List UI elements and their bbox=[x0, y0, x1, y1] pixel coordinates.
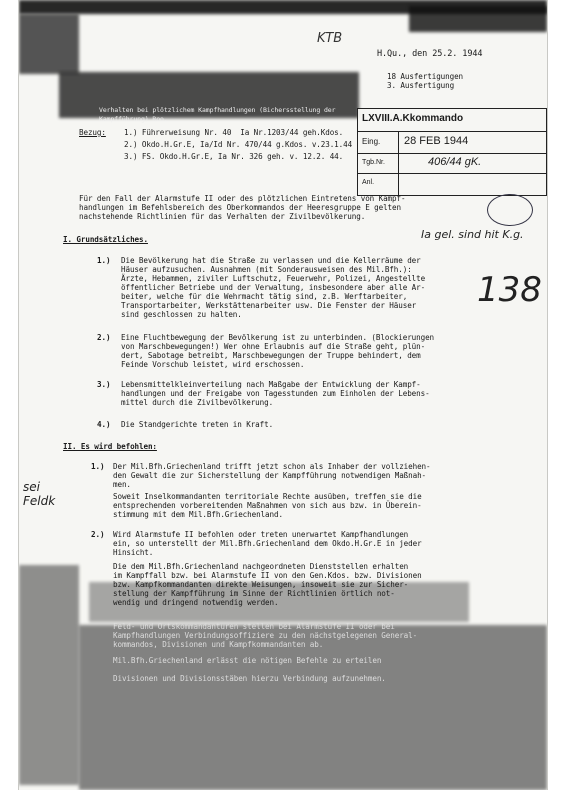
stamp-received-label: Eing. bbox=[362, 137, 381, 146]
section2-title: II. Es wird befohlen: bbox=[63, 442, 157, 451]
s2-item2-line: im Kampffall bzw. bei Alarmstufe II von den Gen.Kdos. bzw. Divisionen bbox=[113, 571, 422, 580]
s1-item1-line: Häuser aufzusuchen. Ausnahmen (mit Sonderausweisen des Mil.Bfh.): bbox=[121, 265, 412, 274]
s2-item3-line: Mil.Bfh.Griechenland erlässt die nötigen Befehle zu erteilen bbox=[113, 656, 382, 665]
s2-item3-line: Kampfhandlungen Verbindungsoffiziere zu den nächstgelegenen General- bbox=[113, 631, 418, 640]
s2-item1-line: entsprechenden vorbereitenden Maßnahmen von sich aus bzw. in Überein- bbox=[113, 501, 422, 510]
stamp-received-date: 28 FEB 1944 bbox=[404, 135, 469, 147]
document-page bbox=[18, 0, 548, 790]
s2-item1-num: 1.) bbox=[91, 462, 105, 471]
header-copies: 18 Ausfertigungen bbox=[387, 72, 464, 81]
s1-item3-line: Lebensmittelkleinverteilung nach Maßgabe der Entwicklung der Kampf- bbox=[121, 380, 421, 389]
s2-item2-line: ein, so unterstellt der Mil.Bfh.Griechenland dem Okdo.H.Gr.E in jeder bbox=[113, 539, 422, 548]
s2-item2-line: stellung der Kampfführung im Sinne der Richtlinien örtlich not- bbox=[113, 589, 395, 598]
s2-item2-line: Hinsicht. bbox=[113, 548, 154, 557]
s1-item2-num: 2.) bbox=[97, 333, 111, 342]
intro-line-2: handlungen im Befehlsbereich des Oberkommandos der Heeresgruppe E gelten bbox=[79, 203, 401, 212]
intro-line-1: Für den Fall der Alarmstufe II oder des plötzlichen Eintretens von Kampf- bbox=[79, 194, 406, 203]
s1-item1-line: sind geschlossen zu halten. bbox=[121, 310, 242, 319]
s2-item3-line: Divisionen und Divisionsstäben hierzu Verbindung aufzunehmen. bbox=[113, 674, 386, 683]
stamp-hand-mark: 138 bbox=[477, 270, 542, 310]
bezug-ref-3: 3.) FS. Okdo.H.Gr.E, Ia Nr. 326 geh. v. 12.2. 44. bbox=[124, 152, 344, 161]
section1-title: I. Grundsätzliches. bbox=[63, 235, 148, 244]
header-date: H.Qu., den 25.2. 1944 bbox=[377, 49, 483, 59]
bezug-ref-1: 1.) Führerweisung Nr. 40 Ia Nr.1203/44 geh.Kdos. bbox=[124, 128, 344, 137]
scan-smudge-top-right bbox=[409, 6, 547, 32]
receipt-stamp bbox=[357, 108, 547, 196]
stamp-anlage-label: Anl. bbox=[362, 179, 375, 186]
s2-item2-num: 2.) bbox=[91, 530, 105, 539]
bezug-ref-2: 2.) Okdo.H.Gr.E, Ia/Id Nr. 470/44 g.Kdos. v.23.1.44 bbox=[124, 140, 353, 149]
s1-item3-line: handlungen und der Freigabe von Tagesstunden zum Einholen der Lebens- bbox=[121, 389, 430, 398]
s1-item1-line: Ärzte, Hebammen, ziviler Luftschutz, Feuerwehr, Polizei, Angestellte bbox=[121, 274, 426, 283]
s2-item2-line: Wird Alarmstufe II befohlen oder treten unerwartet Kampfhandlungen bbox=[113, 530, 409, 539]
s1-item1-num: 1.) bbox=[97, 256, 111, 265]
s2-item1-line: den Gewalt die zur Sicherstellung der Kampfführung notwendigen Maßnah- bbox=[113, 471, 427, 480]
s1-item2-line: Feinde Vorschub leistet, wird erschossen. bbox=[121, 360, 305, 369]
subject-line: Verhalten bei plötzlichem Kampfhandlungen (Bichersstellung der Kampfführung) Roo. bbox=[99, 106, 336, 123]
scan-smudge-left bbox=[19, 14, 79, 74]
s1-item2-line: Eine Fluchtbewegung der Bevölkerung ist zu unterbinden. (Blockierungen bbox=[121, 333, 435, 342]
s1-item4-num: 4.) bbox=[97, 420, 111, 429]
s1-item1-line: Transportarbeiter, Werkstättenarbeiter usw. Die Fenster der Häuser bbox=[121, 301, 417, 310]
s1-item1-line: beiter, welche für die Wehrmacht tätig sind, z.B. Werftarbeiter, bbox=[121, 292, 408, 301]
header-copy-no: 3. Ausfertigung bbox=[387, 81, 455, 90]
s2-item2-line: wendig und dringend notwendig werden. bbox=[113, 598, 279, 607]
section1-hand-note: Ia gel. sind hit K.g. bbox=[421, 228, 524, 241]
s2-item2-line: Die dem Mil.Bfh.Griechenland nachgeordneten Dienststellen erhalten bbox=[113, 562, 409, 571]
s2-item3-line: kommandos, Divisionen und Kampfkommandanten ab. bbox=[113, 640, 324, 649]
section2-margin-note: sei Feldk bbox=[23, 480, 56, 508]
s2-item2-line: bzw. Kampfkommandanten direkte Weisungen, insoweit sie zur Sicher- bbox=[113, 580, 409, 589]
intro-line-3: nachstehende Richtlinien für das Verhalten der Zivilbevölkerung. bbox=[79, 212, 366, 221]
s1-item1-line: Die Bevölkerung hat die Straße zu verlassen und die Kellerräume der bbox=[121, 256, 421, 265]
s2-item3-line: Feld- und Ortskommandanturen stellen bei Alarmstufe II oder bei bbox=[113, 622, 395, 631]
s2-item1-line: stimmung mit dem Mil.Bfh.Griechenland. bbox=[113, 510, 283, 519]
s1-item2-line: von Marschbewegungen!) Wer ohne Erlaubnis auf die Straße geht, plün- bbox=[121, 342, 426, 351]
scan-smudge-bottom bbox=[79, 625, 547, 790]
bezug-label: Bezug: bbox=[79, 128, 106, 137]
header-pencil-mark: KTB bbox=[317, 31, 343, 46]
stamp-journal-label: Tgb.Nr. bbox=[362, 159, 385, 166]
s1-item2-line: dert, Sabotage betreibt, Marschbewegungen der Truppe behindert, dem bbox=[121, 351, 421, 360]
s1-item3-num: 3.) bbox=[97, 380, 111, 389]
scan-smudge-left-bottom bbox=[19, 565, 79, 785]
s2-item1-line: men. bbox=[113, 480, 131, 489]
s1-item3-line: mittel durch die Zivilbevölkerung. bbox=[121, 398, 274, 407]
s2-item1-line: Soweit Inselkommandanten territoriale Rechte ausüben, treffen sie die bbox=[113, 492, 422, 501]
stamp-unit: LXVIII.A.Kkommando bbox=[362, 113, 464, 124]
s1-item1-line: öffentlicher Betriebe und der Verwaltung, insbesondere aber alle Ar- bbox=[121, 283, 426, 292]
stamp-journal-value: 406/44 gK. bbox=[428, 156, 482, 168]
hand-circle bbox=[487, 194, 533, 226]
s1-item4-line: Die Standgerichte treten in Kraft. bbox=[121, 420, 274, 429]
s2-item1-line: Der Mil.Bfh.Griechenland trifft jetzt schon als Inhaber der vollziehen- bbox=[113, 462, 431, 471]
